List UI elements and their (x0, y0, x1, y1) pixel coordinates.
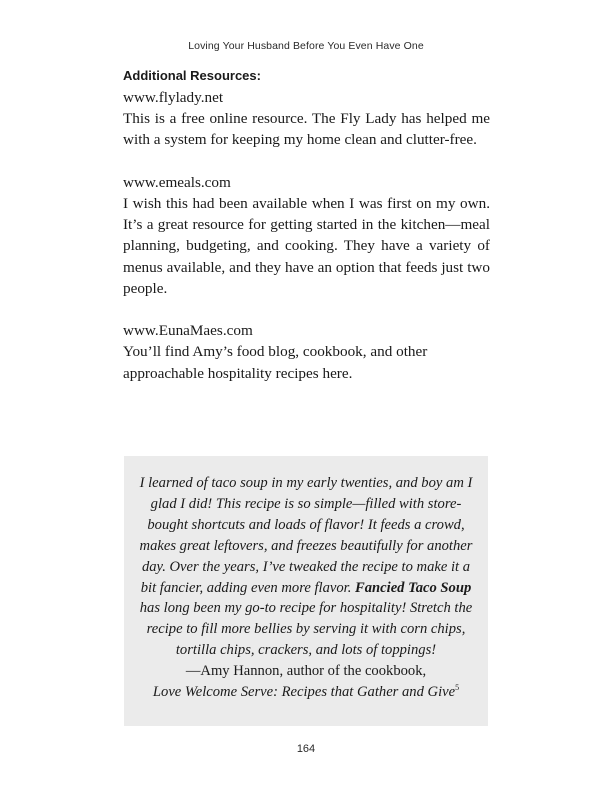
resource-link-eunamaes[interactable]: www.EunaMaes.com (123, 322, 253, 340)
resource-link-emeals[interactable]: www.emeals.com (123, 173, 231, 191)
resource-description: This is a free online resource. The Fly Lady has helped me with a system for keeping my home clean and clutter-free. (123, 110, 490, 149)
resource-item (123, 172, 490, 299)
resource-description: You’ll find Amy’s food blog, cookbook, and other approachable hospitality recipes here. (123, 343, 428, 382)
footnote-marker[interactable]: 5 (455, 683, 460, 693)
resource-item (123, 87, 490, 151)
quote-attribution: —Amy Hannon, author of the cookbook, (185, 663, 427, 680)
resource-description: I wish this had been available when I was first on my own. It’s a great resource for getting started in the kitchen—meal planning, budgeting, and cooking. They have a variety of menus available, and they have an option that feeds just two people. (123, 195, 490, 297)
quote-source (138, 682, 474, 703)
quote-text (138, 473, 474, 661)
recipe-name: Fancied Taco Soup (355, 579, 472, 596)
page-number: 164 (296, 743, 316, 755)
resource-link-flylady[interactable]: www.flylady.net (123, 89, 224, 106)
quote-outro: has long been my go-to recipe for hospitality! Stretch the recipe to fill more bellies by serving it with corn chips, tortilla chips, crackers, and lots of toppings! (139, 600, 473, 659)
pull-quote-box (124, 456, 488, 726)
resource-item (123, 320, 490, 384)
main-content (123, 66, 490, 405)
running-header: Loving Your Husband Before You Even Have One (188, 40, 424, 52)
quote-intro: I learned of taco soup in my early twenties, and boy am I glad I did! This recipe is so simple—filled with store-bought shortcuts and loads of flavor! It feeds a crowd, makes great leftovers, and freezes beautifully for another day. Over the years, I’ve tweaked the recipe to make it a bit fancier, adding even more flavor. (139, 475, 473, 596)
book-title: Love Welcome Serve: Recipes that Gather and Give (152, 684, 456, 701)
section-heading: Additional Resources: (123, 68, 261, 83)
